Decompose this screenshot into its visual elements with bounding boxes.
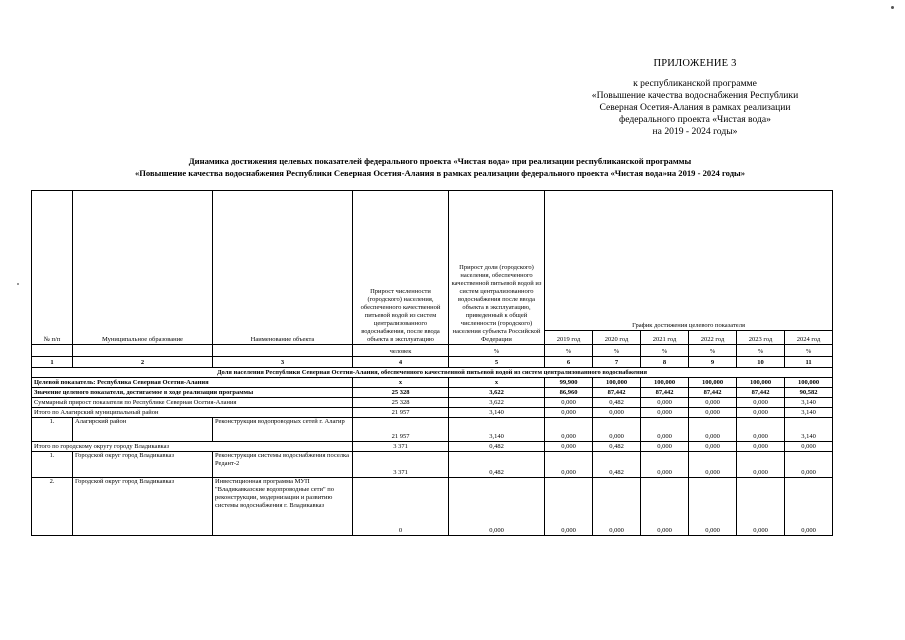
cell-year: 0,000 [785,442,833,452]
header-year: 2021 год [641,331,689,345]
cell-year: 100,000 [785,378,833,388]
row-label: Значение целевого показателя, достигаемое в ходе реализации программы [32,388,353,398]
title-line: Динамика достижения целевых показателей федерального проекта «Чистая вода» при реализации республиканской программы [188,156,692,166]
cell-year: 87,442 [737,388,785,398]
cell-people: 21 957 [353,408,449,418]
cell-year: 90,582 [785,388,833,398]
column-number: 5 [449,357,545,368]
column-number: 9 [689,357,737,368]
unit-percent: % [593,345,641,357]
header-row [32,191,833,331]
unit-percent: % [449,345,545,357]
cell-year: 0,000 [737,478,785,536]
table-row [32,452,833,478]
summary-row-achieved [32,388,833,398]
cell-object: Реконструкция водопроводных сетей г. Алагир [213,418,353,442]
appendix-line: федерального проекта «Чистая вода» [619,114,771,125]
cell-year: 0,000 [641,408,689,418]
cell-year: 87,442 [689,388,737,398]
column-number: 2 [73,357,213,368]
header-year: 2022 год [689,331,737,345]
document-title [60,155,820,179]
column-number: 4 [353,357,449,368]
unit-percent: % [785,345,833,357]
unit-people: человек [353,345,449,357]
cell-num: 2. [32,478,73,536]
cell-year: 0,000 [593,418,641,442]
table-row [32,478,833,536]
cell-year: 0,000 [785,478,833,536]
cell-year: 0,000 [689,418,737,442]
cell-object: Инвестиционная программа МУП "Владикавказские водопроводные сети" по реконструкции, модернизации и развитию системы водоснабжения г. Владикавказ [213,478,353,536]
header-growth-share: Прирост доли (городского) населения, обеспеченного качественной питьевой водой из систем централизованного водоснабжения после ввода объекта в эксплуатацию, приведенный к общей численности (городского) населения субъекта Российской Федерации [449,191,545,345]
unit-percent: % [545,345,593,357]
column-number: 3 [213,357,353,368]
cell-object: Реконструкция системы водоснабжения поселка Редант-2 [213,452,353,478]
table-row [32,418,833,442]
header-schedule: График достижения целевого показателя [545,191,833,331]
cell-year: 0,000 [641,418,689,442]
cell-people: 25 328 [353,398,449,408]
cell-share: 3,140 [449,418,545,442]
cell-year: 100,000 [737,378,785,388]
cell-year: 0,000 [689,442,737,452]
cell-year: 0,482 [593,398,641,408]
header-year: 2019 год [545,331,593,345]
cell-share: 0,482 [449,452,545,478]
unit-percent: % [641,345,689,357]
appendix-line: на 2019 - 2024 годы» [652,126,738,137]
cell-year: 0,000 [689,408,737,418]
cell-year: 0,000 [737,408,785,418]
appendix-line: Северная Осетия-Алания в рамках реализации [599,102,791,113]
row-label: Итого по городскому округу городу Владикавказ [32,442,353,452]
cell-people: х [353,378,449,388]
cell-share: 3,140 [449,408,545,418]
cell-year: 3,140 [785,398,833,408]
appendix-line: к республиканской программе [633,78,757,89]
appendix-number: ПРИЛОЖЕНИЕ 3 [653,58,737,69]
header-year: 2023 год [737,331,785,345]
cell-year: 3,140 [785,418,833,442]
cell-num: 1. [32,418,73,442]
cell-people: 25 328 [353,388,449,398]
cell-share: 3,622 [449,388,545,398]
header-object: Наименование объекта [213,191,353,345]
section-title: Доля населения Республики Северная Осетия-Алания, обеспеченного качественной питьевой водой из систем централизованного водоснабжения [32,368,833,378]
header-municipality: Муниципальное образование [73,191,213,345]
cell-share: 0,482 [449,442,545,452]
summary-row-growth [32,398,833,408]
cell-municipality: Городской округ город Владикавказ [73,452,213,478]
cell-year: 87,442 [593,388,641,398]
row-label: Суммарный прирост показателя по Республике Северная Осетия-Алания [32,398,353,408]
cell-year: 0,000 [641,442,689,452]
cell-share: 3,622 [449,398,545,408]
cell-people: 21 957 [353,418,449,442]
header-year: 2020 год [593,331,641,345]
summary-row-target [32,378,833,388]
cell-year: 0,000 [593,408,641,418]
cell-year: 99,900 [545,378,593,388]
cell-year: 0,000 [545,452,593,478]
cell-municipality: Городской округ город Владикавказ [73,478,213,536]
title-line: «Повышение качества водоснабжения Республики Северная Осетия-Алания в рамках реализации федерального проекта «Чистая вода»на 2019 - 2024 годы» [134,168,746,178]
cell-year: 0,000 [545,408,593,418]
cell-year: 0,482 [593,452,641,478]
cell-year: 87,442 [641,388,689,398]
header-num: № п/п [32,191,73,345]
cell-year: 0,000 [689,478,737,536]
cell-municipality: Алагирский район [73,418,213,442]
cell-year: 0,000 [785,452,833,478]
cell-year: 0,000 [641,452,689,478]
cell-year: 100,000 [593,378,641,388]
cell-share: х [449,378,545,388]
appendix-block [575,58,815,138]
section-title-row [32,368,833,378]
cell-year: 0,482 [593,442,641,452]
cell-year: 100,000 [641,378,689,388]
scan-artifact [891,6,894,9]
cell-year: 0,000 [689,452,737,478]
row-label: Итого по Алагирский муниципальный район [32,408,353,418]
indicator-table [31,190,833,536]
cell-year: 0,000 [737,418,785,442]
cell-people: 3 371 [353,452,449,478]
cell-year: 0,000 [545,442,593,452]
cell-num: 1. [32,452,73,478]
row-label: Целевой показатель: Республика Северная Осетия-Алания [32,378,353,388]
column-number: 8 [641,357,689,368]
units-row [32,345,833,357]
column-number: 6 [545,357,593,368]
cell-year: 0,000 [545,478,593,536]
cell-year: 3,140 [785,408,833,418]
header-year: 2024 год [785,331,833,345]
cell-people: 0 [353,478,449,536]
cell-people: 3 371 [353,442,449,452]
unit-percent: % [737,345,785,357]
unit-percent: % [689,345,737,357]
summary-row-vladikavkaz-total [32,442,833,452]
summary-row-alagir-total [32,408,833,418]
cell-year: 0,000 [641,478,689,536]
column-number: 1 [32,357,73,368]
margin-mark [17,283,19,285]
cell-share: 0,000 [449,478,545,536]
column-number: 7 [593,357,641,368]
column-number: 10 [737,357,785,368]
header-growth-people: Прирост численности (городского) населения, обеспеченного качественной питьевой водой из систем централизованного водоснабжения, после ввода объекта в эксплуатацию [353,191,449,345]
cell-year: 86,960 [545,388,593,398]
cell-year: 100,000 [689,378,737,388]
cell-year: 0,000 [545,418,593,442]
cell-year: 0,000 [737,442,785,452]
cell-year: 0,000 [737,398,785,408]
cell-year: 0,000 [737,452,785,478]
cell-year: 0,000 [593,478,641,536]
column-number: 11 [785,357,833,368]
cell-year: 0,000 [689,398,737,408]
appendix-line: «Повышение качества водоснабжения Республики [591,90,799,101]
column-numbers-row [32,357,833,368]
cell-year: 0,000 [545,398,593,408]
cell-year: 0,000 [641,398,689,408]
